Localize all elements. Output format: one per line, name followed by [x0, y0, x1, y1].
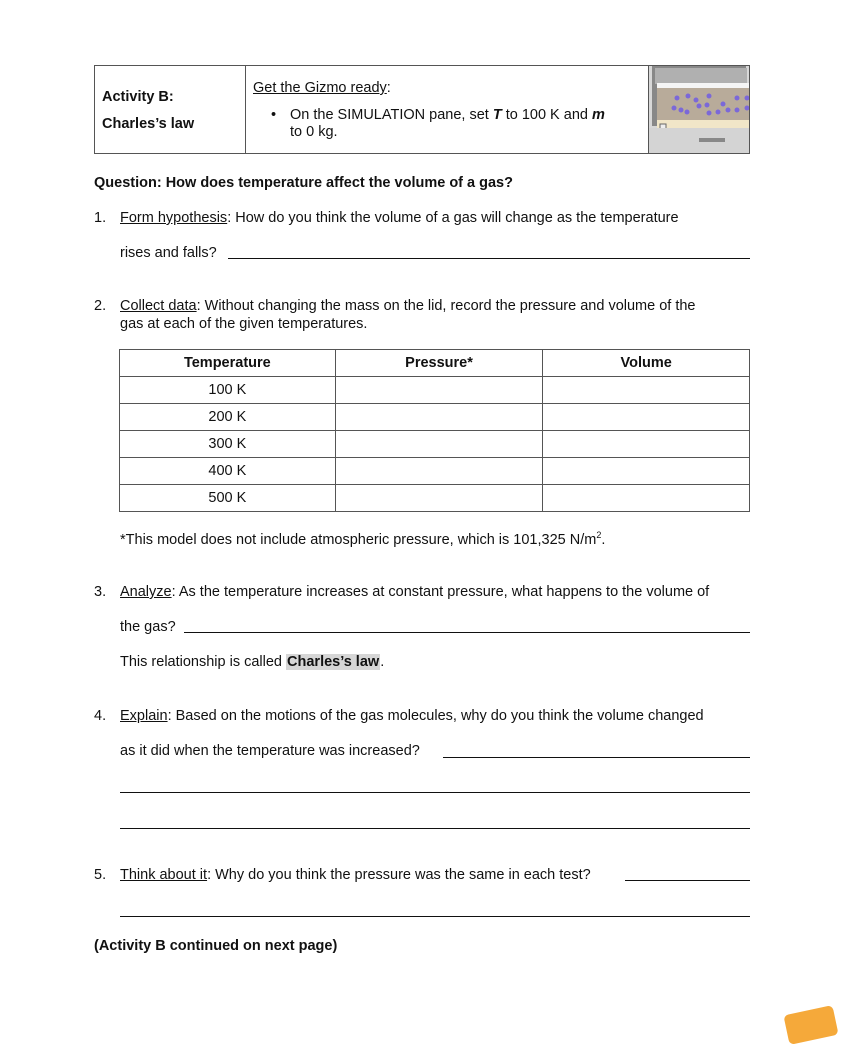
- pressure-cell[interactable]: [335, 485, 543, 512]
- temperature-cell: 500 K: [120, 485, 336, 512]
- item-2-number: 2.: [94, 298, 107, 314]
- col-pressure: Pressure*: [335, 350, 543, 377]
- table-row: [120, 458, 750, 485]
- bullet-text-1: On the SIMULATION pane, set: [290, 107, 493, 123]
- bullet-icon: •: [271, 107, 277, 123]
- footnote-end: .: [601, 531, 606, 548]
- item-2-cont: gas at each of the given temperatures.: [120, 316, 368, 332]
- item-3-number: 3.: [94, 584, 107, 600]
- activity-label: Activity B:: [102, 89, 174, 105]
- item-2-label: Collect data: [120, 298, 197, 314]
- item-4-text: : Based on the motions of the gas molecules, why do you think the volume changed: [167, 708, 704, 724]
- item-1-cont: rises and falls?: [120, 245, 217, 261]
- var-t: T: [492, 107, 502, 123]
- corner-badge-icon[interactable]: [783, 1005, 838, 1045]
- item-3-note: [120, 654, 384, 670]
- charles-law-term: Charles’s law: [287, 654, 380, 670]
- bullet-text-2: to 100 K and: [501, 107, 592, 123]
- table-row: [120, 485, 750, 512]
- volume-cell[interactable]: [543, 485, 750, 512]
- item-3-label: Analyze: [120, 584, 172, 600]
- item-2-text: : Without changing the mass on the lid, record the pressure and volume of the: [196, 298, 696, 314]
- item-5-number: 5.: [94, 867, 107, 883]
- item-5-label: Think about it: [120, 867, 208, 883]
- item-1-prompt: [120, 210, 679, 226]
- setup-heading: Get the Gizmo ready: [253, 80, 387, 96]
- pressure-cell[interactable]: [335, 458, 543, 485]
- item-4-label: Explain: [120, 708, 168, 724]
- item-4-cont: as it did when the temperature was increased?: [120, 743, 420, 759]
- question-heading: Question: How does temperature affect the volume of a gas?: [94, 175, 513, 191]
- var-m: m: [591, 107, 605, 123]
- temperature-cell: 300 K: [120, 431, 336, 458]
- table-row: [120, 431, 750, 458]
- pressure-cell[interactable]: [335, 404, 543, 431]
- pressure-cell[interactable]: [335, 377, 543, 404]
- setup-bullet: [290, 107, 640, 141]
- footnote-text: *This model does not include atmospheric pressure, which is 101,325 N/m: [120, 531, 597, 548]
- answer-line-3[interactable]: [184, 632, 750, 633]
- temperature-cell: 400 K: [120, 458, 336, 485]
- answer-line-4a[interactable]: [443, 757, 750, 758]
- item-4-prompt: [120, 708, 704, 724]
- temperature-cell: 100 K: [120, 377, 336, 404]
- item-4-number: 4.: [94, 708, 107, 724]
- table-row: [120, 404, 750, 431]
- col-temperature: Temperature: [120, 350, 336, 377]
- volume-cell[interactable]: [543, 377, 750, 404]
- table-row: [120, 377, 750, 404]
- item-3-cont: the gas?: [120, 619, 176, 635]
- data-table: [119, 349, 750, 512]
- item-1-number: 1.: [94, 210, 107, 226]
- item-5-prompt: [120, 867, 591, 883]
- item-5-text: : Why do you think the pressure was the same in each test?: [207, 867, 591, 883]
- note-text: This relationship is called: [120, 654, 287, 670]
- footnote-sup: 2: [596, 530, 602, 540]
- item-1-label: Form hypothesis: [120, 210, 228, 226]
- activity-header-table: [94, 65, 750, 154]
- gizmo-thumbnail-icon: [649, 66, 749, 153]
- answer-line-1[interactable]: [228, 258, 750, 259]
- volume-cell[interactable]: [543, 431, 750, 458]
- item-2-prompt: [120, 298, 696, 314]
- col-volume: Volume: [543, 350, 750, 377]
- setup-colon: :: [386, 80, 391, 96]
- footnote: [120, 530, 605, 548]
- continued-note: (Activity B continued on next page): [94, 938, 338, 954]
- activity-title-cell: [95, 66, 246, 153]
- note-end: .: [380, 654, 385, 670]
- answer-line-5b[interactable]: [120, 916, 750, 917]
- activity-title: Charles’s law: [102, 116, 195, 132]
- answer-line-4c[interactable]: [120, 828, 750, 829]
- answer-line-4b[interactable]: [120, 792, 750, 793]
- bullet-text-3: to 0 kg.: [290, 124, 338, 140]
- table-header-row: [120, 350, 750, 377]
- item-3-prompt: [120, 584, 709, 600]
- volume-cell[interactable]: [543, 404, 750, 431]
- volume-cell[interactable]: [543, 458, 750, 485]
- temperature-cell: 200 K: [120, 404, 336, 431]
- item-3-text: : As the temperature increases at constant pressure, what happens to the volume of: [171, 584, 710, 600]
- item-1-text: : How do you think the volume of a gas will change as the temperature: [227, 210, 679, 226]
- setup-instructions-cell: [246, 66, 649, 153]
- pressure-cell[interactable]: [335, 431, 543, 458]
- answer-line-5a[interactable]: [625, 880, 750, 881]
